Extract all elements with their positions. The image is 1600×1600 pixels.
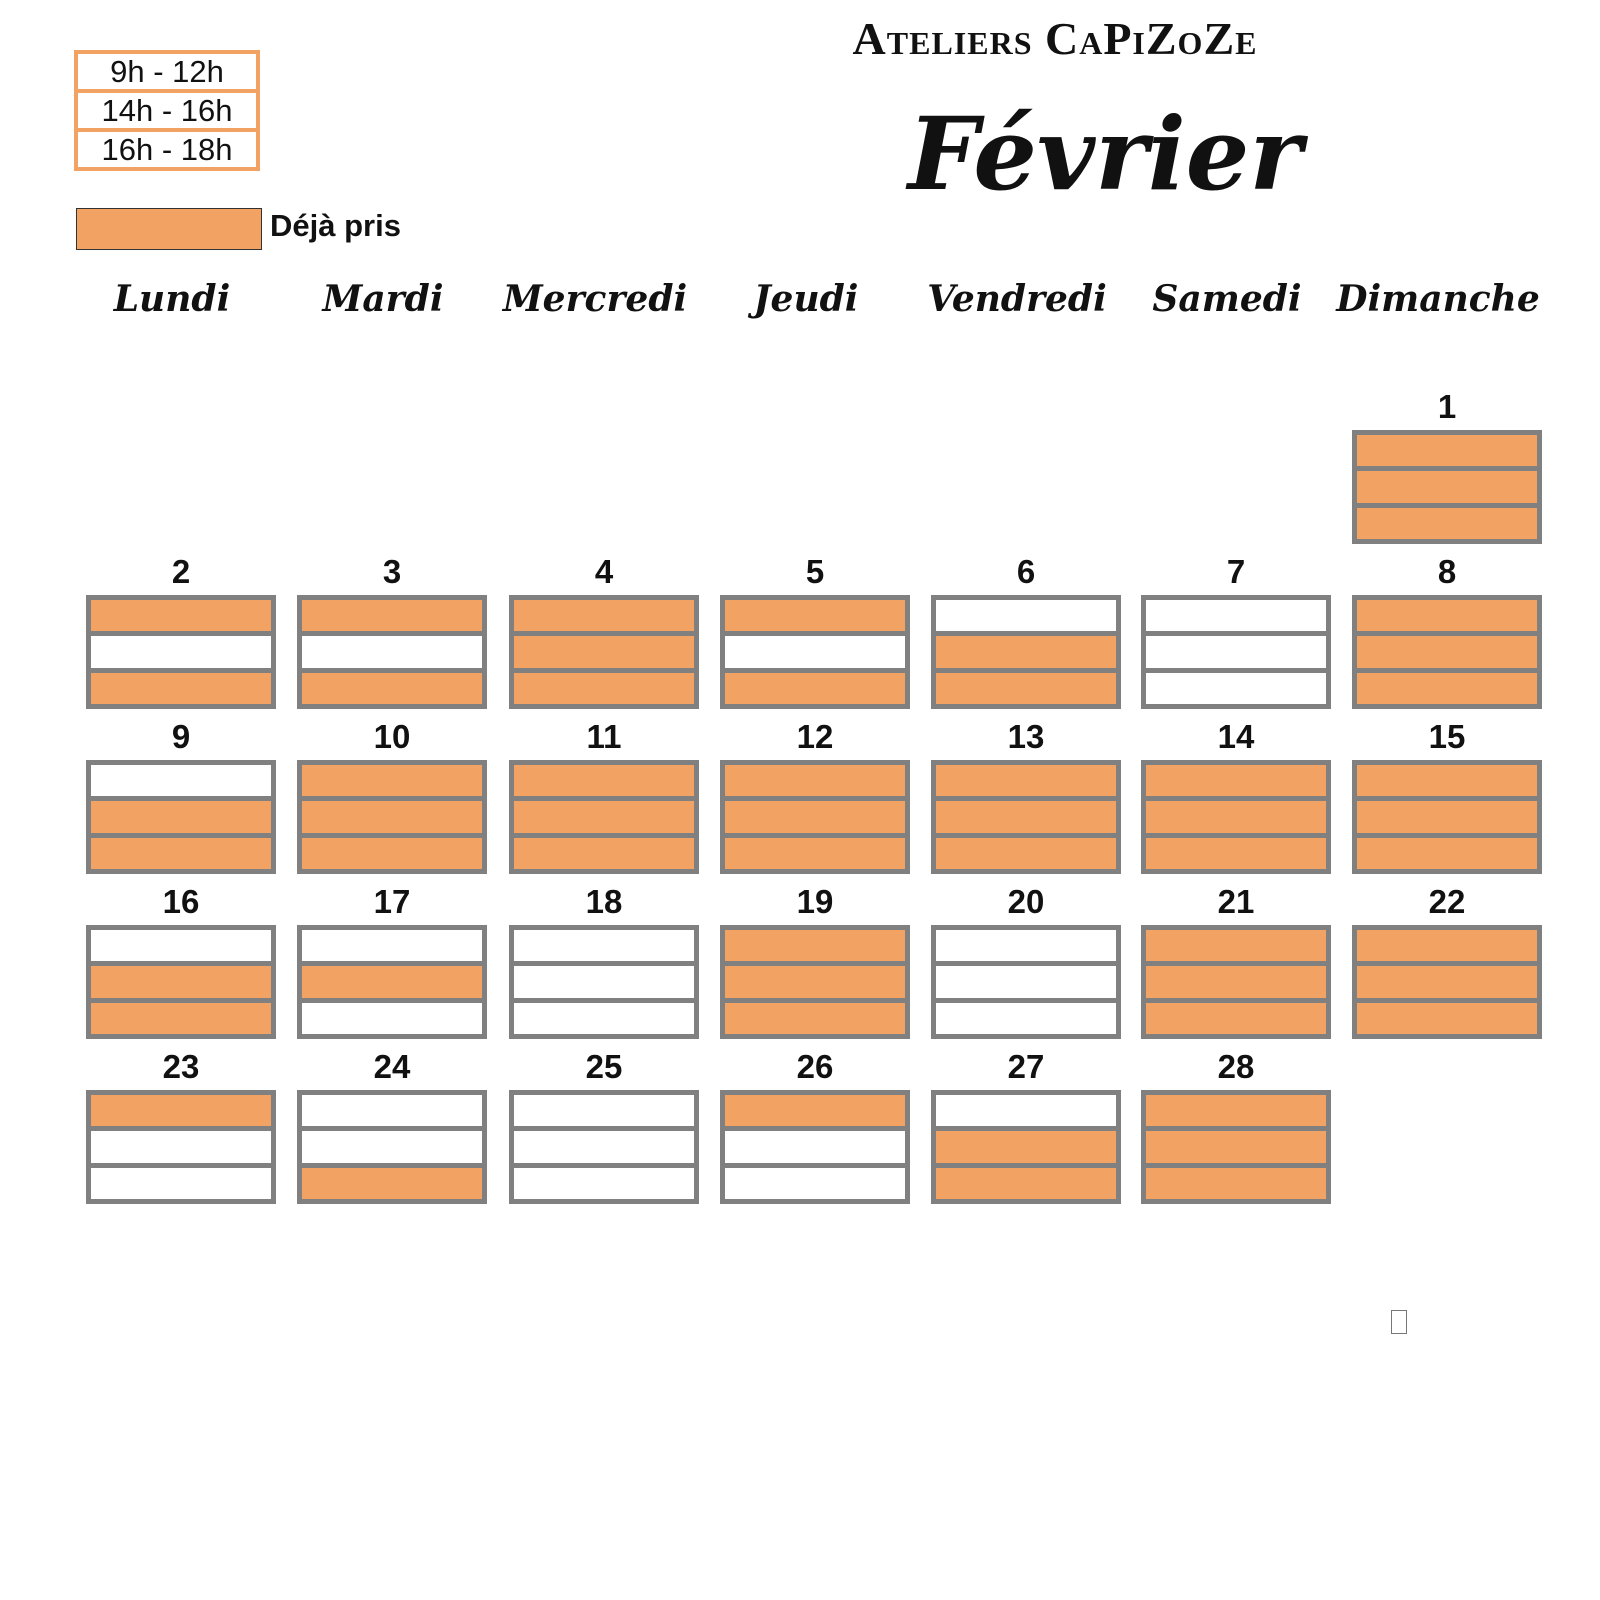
- workshop-title: Ateliers CaPiZoZe: [852, 13, 1258, 64]
- slot-morning-free: [91, 930, 271, 961]
- slot-morning-free: [302, 1095, 482, 1126]
- day-slots: [509, 1090, 699, 1204]
- slot-early-afternoon-taken: [1146, 801, 1326, 832]
- day-number: 17: [373, 883, 411, 920]
- day-number: 24: [373, 1048, 411, 1085]
- slot-early-afternoon-taken: [302, 966, 482, 997]
- day-number: 12: [796, 718, 834, 755]
- day-cell: [297, 1048, 487, 1204]
- slot-morning-taken: [1146, 1095, 1326, 1126]
- slot-late-afternoon-taken: [514, 838, 694, 869]
- day-number: 26: [796, 1048, 834, 1085]
- slot-morning-taken: [725, 1095, 905, 1126]
- slot-morning-free: [936, 600, 1116, 631]
- slot-morning-taken: [1357, 930, 1537, 961]
- slot-morning-taken: [725, 600, 905, 631]
- day-number: 7: [1226, 553, 1246, 590]
- weekday-sunday: Dimanche: [1336, 278, 1540, 320]
- day-number: 21: [1217, 883, 1255, 920]
- slot-early-afternoon-free: [302, 1131, 482, 1162]
- day-cell: [931, 553, 1121, 709]
- day-slots: [297, 1090, 487, 1204]
- slot-late-afternoon-free: [1146, 673, 1326, 704]
- slot-morning-taken: [1357, 600, 1537, 631]
- slot-late-afternoon-taken: [302, 673, 482, 704]
- day-slots: [86, 595, 276, 709]
- weekday-thursday: Jeudi: [753, 278, 859, 320]
- day-cell: [86, 883, 276, 1039]
- slot-early-afternoon-taken: [936, 636, 1116, 667]
- day-cell: [720, 553, 910, 709]
- slot-early-afternoon-free: [514, 966, 694, 997]
- day-cell: [509, 1048, 699, 1204]
- slot-late-afternoon-taken: [1357, 673, 1537, 704]
- day-cell: [931, 883, 1121, 1039]
- slot-early-afternoon-taken: [725, 966, 905, 997]
- day-cell: [86, 1048, 276, 1204]
- slot-early-afternoon-free: [302, 636, 482, 667]
- day-slots: [720, 1090, 910, 1204]
- slot-morning-free: [936, 930, 1116, 961]
- slot-early-afternoon-free: [936, 966, 1116, 997]
- day-cell: [297, 718, 487, 874]
- day-number: 22: [1428, 883, 1466, 920]
- day-slots: [297, 760, 487, 874]
- slot-late-afternoon-taken: [1146, 1168, 1326, 1199]
- slot-late-afternoon-taken: [302, 1168, 482, 1199]
- taken-swatch: [76, 208, 262, 250]
- slot-early-afternoon-free: [1146, 636, 1326, 667]
- day-number: 6: [1016, 553, 1036, 590]
- slot-late-afternoon-taken: [91, 673, 271, 704]
- slot-early-afternoon-taken: [1357, 966, 1537, 997]
- day-slots: [86, 925, 276, 1039]
- day-number: 3: [382, 553, 402, 590]
- slot-early-afternoon-taken: [91, 801, 271, 832]
- day-number: 16: [162, 883, 200, 920]
- day-cell: [1141, 883, 1331, 1039]
- day-cell: [297, 883, 487, 1039]
- slot-early-afternoon-taken: [91, 966, 271, 997]
- slot-late-afternoon-taken: [1357, 838, 1537, 869]
- slot-morning-taken: [91, 600, 271, 631]
- slot-early-afternoon-taken: [1357, 471, 1537, 502]
- weekday-friday: Vendredi: [927, 278, 1107, 320]
- slot-late-afternoon-free: [514, 1003, 694, 1034]
- weekday-monday: Lundi: [113, 278, 231, 320]
- slot-late-afternoon-taken: [1357, 508, 1537, 539]
- slot-morning-taken: [1146, 765, 1326, 796]
- slot-late-afternoon-taken: [1146, 838, 1326, 869]
- day-slots: [86, 1090, 276, 1204]
- day-cell: [509, 553, 699, 709]
- day-number: 28: [1217, 1048, 1255, 1085]
- day-slots: [720, 760, 910, 874]
- day-number: 18: [585, 883, 623, 920]
- day-number: 2: [171, 553, 191, 590]
- day-cell: [86, 718, 276, 874]
- day-slots: [720, 925, 910, 1039]
- slot-late-afternoon-free: [936, 1003, 1116, 1034]
- day-cell: [720, 718, 910, 874]
- day-slots: [509, 925, 699, 1039]
- day-cell: [720, 1048, 910, 1204]
- day-slots: [509, 760, 699, 874]
- slot-late-afternoon-taken: [725, 673, 905, 704]
- day-cell: [1352, 388, 1542, 544]
- time-slot-legend: [74, 50, 260, 167]
- day-cell: [509, 883, 699, 1039]
- day-cell: [1352, 718, 1542, 874]
- slot-late-afternoon-free: [514, 1168, 694, 1199]
- day-number: 11: [586, 718, 622, 755]
- slot-late-afternoon-free: [302, 1003, 482, 1034]
- day-slots: [931, 595, 1121, 709]
- day-slots: [931, 1090, 1121, 1204]
- slot-morning-taken: [514, 765, 694, 796]
- day-cell: [1141, 553, 1331, 709]
- slot-late-afternoon-taken: [302, 838, 482, 869]
- weekday-header: [0, 278, 1600, 338]
- slot-late-afternoon-taken: [936, 1168, 1116, 1199]
- day-slots: [720, 595, 910, 709]
- day-number: 9: [171, 718, 191, 755]
- slot-morning-taken: [1146, 930, 1326, 961]
- slot-early-afternoon-free: [91, 636, 271, 667]
- slot-morning-taken: [725, 765, 905, 796]
- day-number: 13: [1007, 718, 1045, 755]
- slot-late-afternoon-taken: [91, 1003, 271, 1034]
- slot-early-afternoon-taken: [1146, 1131, 1326, 1162]
- slot-early-afternoon-taken: [514, 636, 694, 667]
- day-slots: [1352, 430, 1542, 544]
- slot-late-afternoon-free: [725, 1168, 905, 1199]
- missing-glyph-icon: [1391, 1310, 1407, 1334]
- slot-early-afternoon-taken: [1357, 801, 1537, 832]
- slot-late-afternoon-taken: [514, 673, 694, 704]
- weekday-tuesday: Mardi: [322, 278, 444, 320]
- day-number: 15: [1428, 718, 1466, 755]
- month-title: Février: [907, 95, 1303, 213]
- slot-morning-taken: [514, 600, 694, 631]
- day-cell: [509, 718, 699, 874]
- slot-late-afternoon-taken: [936, 673, 1116, 704]
- day-number: 10: [373, 718, 411, 755]
- taken-label: Déjà pris: [270, 208, 401, 243]
- day-cell: [297, 553, 487, 709]
- slot-early-afternoon-free: [514, 1131, 694, 1162]
- slot-early-afternoon-taken: [514, 801, 694, 832]
- day-slots: [1141, 760, 1331, 874]
- slot-early-afternoon-taken: [302, 801, 482, 832]
- slot-morning-taken: [302, 765, 482, 796]
- day-cell: [1141, 718, 1331, 874]
- day-slots: [1352, 760, 1542, 874]
- slot-late-afternoon-taken: [725, 838, 905, 869]
- slot-morning-taken: [1357, 435, 1537, 466]
- slot-early-afternoon-taken: [725, 801, 905, 832]
- day-slots: [86, 760, 276, 874]
- day-slots: [1352, 595, 1542, 709]
- day-number: 23: [162, 1048, 200, 1085]
- slot-morning-free: [91, 765, 271, 796]
- slot-morning-free: [1146, 600, 1326, 631]
- day-number: 14: [1217, 718, 1255, 755]
- day-slots: [297, 595, 487, 709]
- slot-late-afternoon-taken: [1357, 1003, 1537, 1034]
- slot-morning-taken: [1357, 765, 1537, 796]
- day-cell: [720, 883, 910, 1039]
- day-slots: [1141, 595, 1331, 709]
- day-slots: [1352, 925, 1542, 1039]
- day-number: 8: [1437, 553, 1457, 590]
- day-number: 19: [796, 883, 834, 920]
- day-slots: [1141, 925, 1331, 1039]
- day-slots: [297, 925, 487, 1039]
- slot-morning-taken: [302, 600, 482, 631]
- slot-morning-taken: [91, 1095, 271, 1126]
- slot-late-afternoon-taken: [936, 838, 1116, 869]
- slot-early-afternoon-taken: [1357, 636, 1537, 667]
- slot-late-afternoon-taken: [91, 838, 271, 869]
- slot-early-afternoon-free: [91, 1131, 271, 1162]
- day-number: 25: [585, 1048, 623, 1085]
- day-slots: [931, 760, 1121, 874]
- legend-slot-morning: 9h - 12h: [74, 50, 260, 93]
- day-number: 5: [805, 553, 825, 590]
- day-cell: [86, 553, 276, 709]
- slot-morning-taken: [725, 930, 905, 961]
- legend-slot-late-afternoon: 16h - 18h: [74, 128, 260, 171]
- slot-early-afternoon-taken: [936, 801, 1116, 832]
- day-number: 27: [1007, 1048, 1045, 1085]
- slot-late-afternoon-taken: [725, 1003, 905, 1034]
- slot-morning-free: [514, 1095, 694, 1126]
- day-cell: [931, 718, 1121, 874]
- day-cell: [1352, 553, 1542, 709]
- weekday-saturday: Samedi: [1152, 278, 1302, 320]
- slot-early-afternoon-taken: [1146, 966, 1326, 997]
- slot-early-afternoon-free: [725, 1131, 905, 1162]
- slot-morning-free: [514, 930, 694, 961]
- slot-late-afternoon-taken: [1146, 1003, 1326, 1034]
- day-cell: [1352, 883, 1542, 1039]
- day-number: 1: [1437, 388, 1457, 425]
- day-cell: [931, 1048, 1121, 1204]
- slot-early-afternoon-free: [725, 636, 905, 667]
- slot-early-afternoon-taken: [936, 1131, 1116, 1162]
- legend-slot-early-afternoon: 14h - 16h: [74, 89, 260, 132]
- day-slots: [1141, 1090, 1331, 1204]
- day-number: 20: [1007, 883, 1045, 920]
- day-number: 4: [594, 553, 614, 590]
- slot-morning-free: [302, 930, 482, 961]
- slot-morning-taken: [936, 765, 1116, 796]
- weekday-wednesday: Mercredi: [502, 278, 688, 320]
- day-slots: [509, 595, 699, 709]
- slot-late-afternoon-free: [91, 1168, 271, 1199]
- day-cell: [1141, 1048, 1331, 1204]
- day-slots: [931, 925, 1121, 1039]
- slot-morning-free: [936, 1095, 1116, 1126]
